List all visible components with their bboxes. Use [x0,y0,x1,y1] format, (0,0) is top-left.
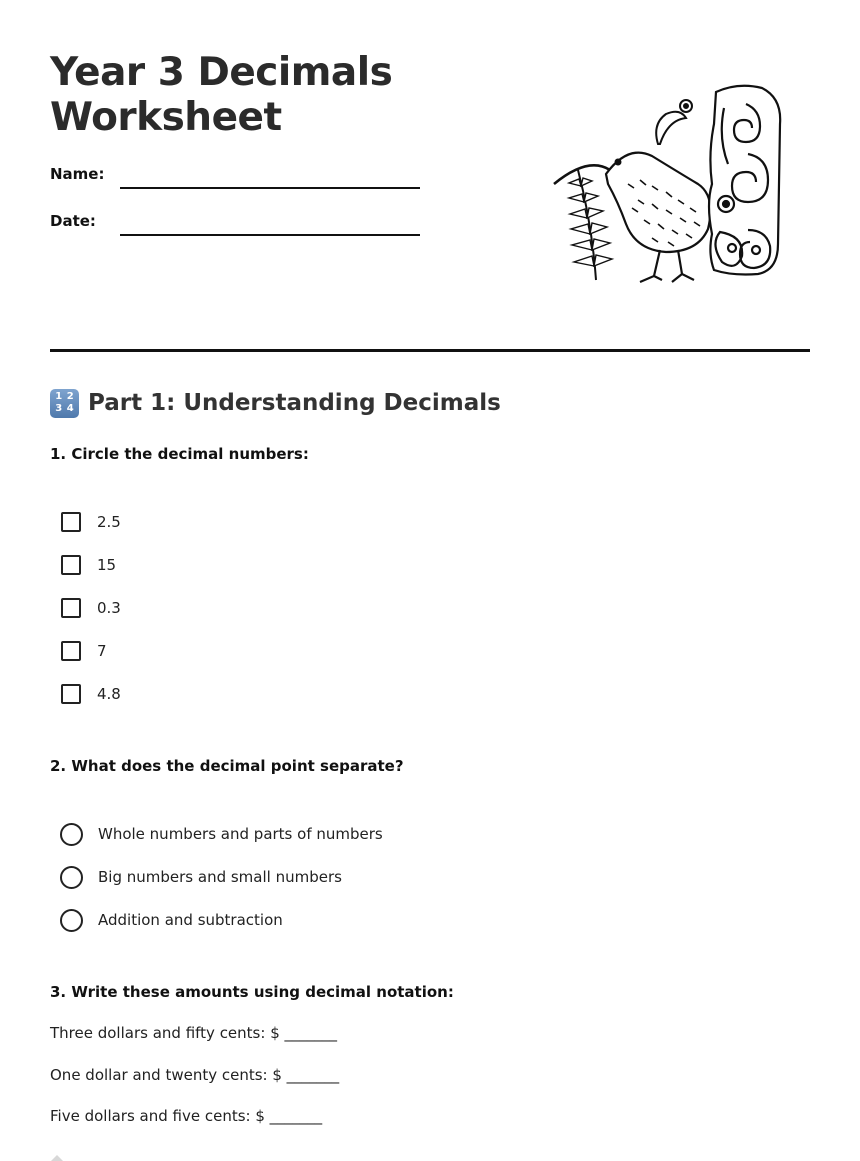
option-label: Big numbers and small numbers [98,868,342,886]
part1-title: Part 1: Understanding Decimals [88,390,501,416]
date-label: Date: [50,212,96,230]
radio-option[interactable] [60,907,283,933]
option-label: 2.5 [97,513,121,531]
section-divider [50,349,810,352]
title-line-1: Year 3 Decimals [50,50,393,95]
checkbox-option[interactable] [60,552,116,578]
checkbox-option[interactable] [60,681,121,707]
option-label: 4.8 [97,685,121,703]
carved-head-icon [656,100,692,144]
option-label: 7 [97,642,107,660]
maori-carving-icon [709,86,780,275]
checkbox[interactable] [61,555,81,575]
radio-button[interactable] [60,823,83,846]
part1-heading [50,386,501,420]
amount-prompt[interactable]: One dollar and twenty cents: $ _______ [50,1066,340,1084]
question-1: 1. Circle the decimal numbers: [50,445,309,463]
radio-option[interactable] [60,864,342,890]
keypad-numbers-icon: 1 2 3 4 [50,389,79,418]
checkbox-option[interactable] [60,595,121,621]
amount-prompt[interactable]: Five dollars and five cents: $ _______ [50,1107,323,1125]
kiwi-illustration [548,84,788,284]
date-input-line[interactable] [120,234,420,236]
radio-option[interactable] [60,821,383,847]
amount-prompt[interactable]: Three dollars and fifty cents: $ _______ [50,1024,337,1042]
question-3: 3. Write these amounts using decimal notation: [50,983,454,1001]
title-line-2: Worksheet [50,95,282,140]
option-label: Addition and subtraction [98,911,283,929]
checkbox[interactable] [61,598,81,618]
checkbox-option[interactable] [60,638,107,664]
option-label: Whole numbers and parts of numbers [98,825,383,843]
fern-icon [569,170,612,280]
radio-button[interactable] [60,909,83,932]
radio-button[interactable] [60,866,83,889]
page-edge-icon [50,1152,64,1161]
option-label: 0.3 [97,599,121,617]
checkbox[interactable] [61,512,81,532]
name-input-line[interactable] [120,187,420,189]
checkbox[interactable] [61,684,81,704]
question-2: 2. What does the decimal point separate? [50,757,404,775]
worksheet-title [50,50,490,140]
checkbox[interactable] [61,641,81,661]
name-label: Name: [50,165,105,183]
checkbox-option[interactable] [60,509,121,535]
option-label: 15 [97,556,117,574]
